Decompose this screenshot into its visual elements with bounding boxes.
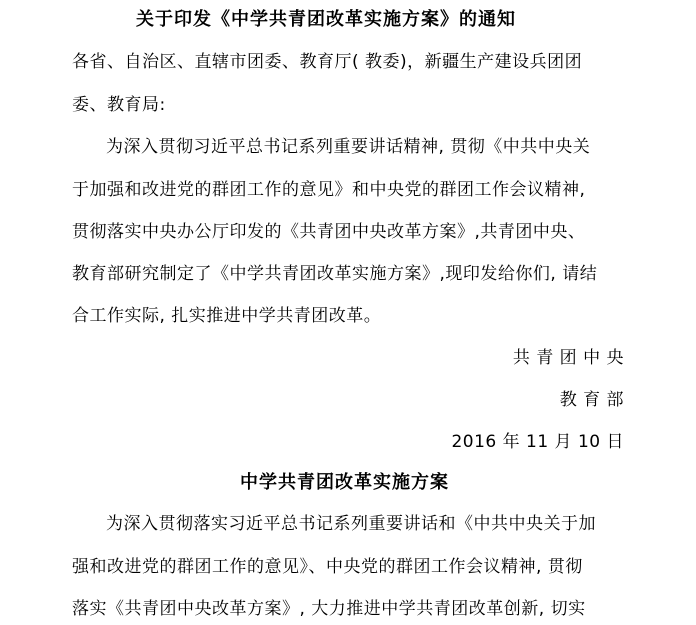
body-line: 于加强和改进党的群团工作的意见》和中央党的群团工作会议精神, <box>72 180 586 200</box>
signature-line: 共 青 团 中 央 <box>512 348 624 368</box>
salutation-line: 委、教育局: <box>72 95 166 115</box>
notice-date: 2016 年 11 月 10 日 <box>451 432 624 452</box>
plan-body-line: 为深入贯彻落实习近平总书记系列重要讲话和《中共中央关于加 <box>106 514 596 534</box>
salutation-line: 各省、自治区、直辖市团委、教育厅( 教委)，新疆生产建设兵团团 <box>72 52 583 72</box>
plan-body-line: 落实《共青团中央改革方案》, 大力推进中学共青团改革创新, 切实 <box>72 599 586 619</box>
notice-title: 关于印发《中学共青团改革实施方案》的通知 <box>136 9 516 30</box>
body-line: 合工作实际, 扎实推进中学共青团改革。 <box>72 306 382 326</box>
signature-line: 教 育 部 <box>559 390 624 410</box>
plan-body-line: 强和改进党的群团工作的意见》、中央党的群团工作会议精神, 贯彻 <box>72 557 583 577</box>
body-line: 为深入贯彻习近平总书记系列重要讲话精神, 贯彻《中共中央关 <box>106 137 591 157</box>
body-line: 教育部研究制定了《中学共青团改革实施方案》,现印发给你们, 请结 <box>72 264 598 284</box>
body-line: 贯彻落实中央办公厅印发的《共青团中央改革方案》,共青团中央、 <box>72 222 586 242</box>
plan-title: 中学共青团改革实施方案 <box>240 472 449 493</box>
